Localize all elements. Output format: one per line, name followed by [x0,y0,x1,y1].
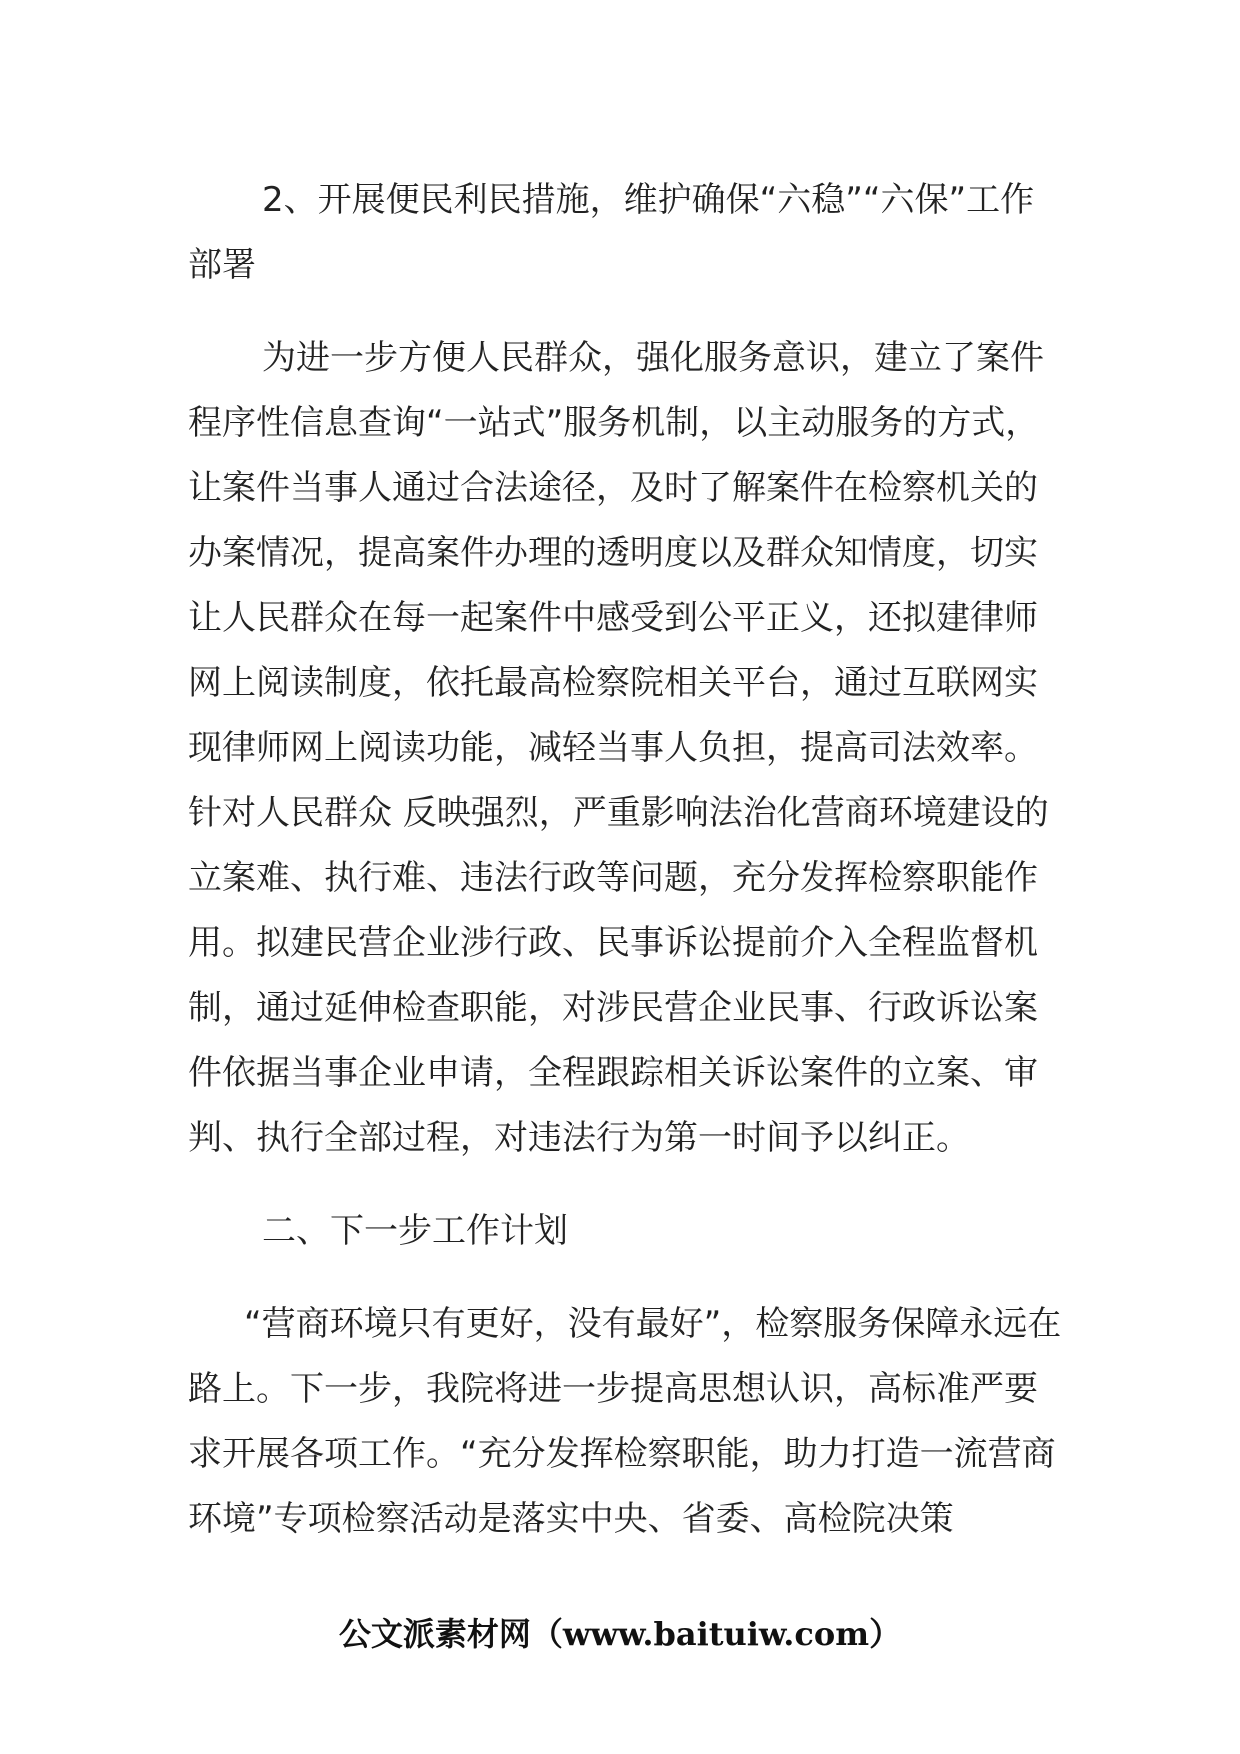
section-heading-next-plan: 二、下一步工作计划 [262,1211,568,1251]
footer-watermark: 公文派素材网（www.baituiw.com） [338,1615,902,1653]
paragraph-measures-detail: 为进一步方便人民群众，强化服务意识，建立了案件程序性信息查询“一站式”服务机制，以主动服务的方式，让案件当事人通过合法途径，及时了解案件在检察机关的办案情况，提高案件办理的透明度以及群众知情度，切实让人民群众在每一起案件中感受到公平正义，还拟建律师网上阅读制度，依托最高检察院相关平台，通过互联网实现律师网上阅读功能，减轻当事人负担，提高司法效率。针对人民群众 反映强烈，严重影响法治化营商环境建设的立案难、执行难、违法行政等问题，充分发挥检察职能作用。拟建民营企业涉行政、民事诉讼提前介入全程监督机制，通过延伸检查职能，对涉民营企业民事、行政诉讼案件依据当事企业申请，全程跟踪相关诉讼案件的立案、审判、执行全部过程，对违法行为第一时间予以纠正。 [188,338,1049,1158]
paragraph-next-plan-detail: “营商环境只有更好，没有最好”，检察服务保障永远在路上。下一步，我院将进一步提高思想认识，高标准严要求开展各项工作。“充分发挥检察职能，助力打造一流营商环境”专项检察活动是落实中央、省委、高检院决策 [188,1304,1062,1539]
section-heading-measures: 2、开展便民利民措施，维护确保“六稳”“六保”工作部署 [188,180,1035,285]
document-body [188,168,1068,1552]
